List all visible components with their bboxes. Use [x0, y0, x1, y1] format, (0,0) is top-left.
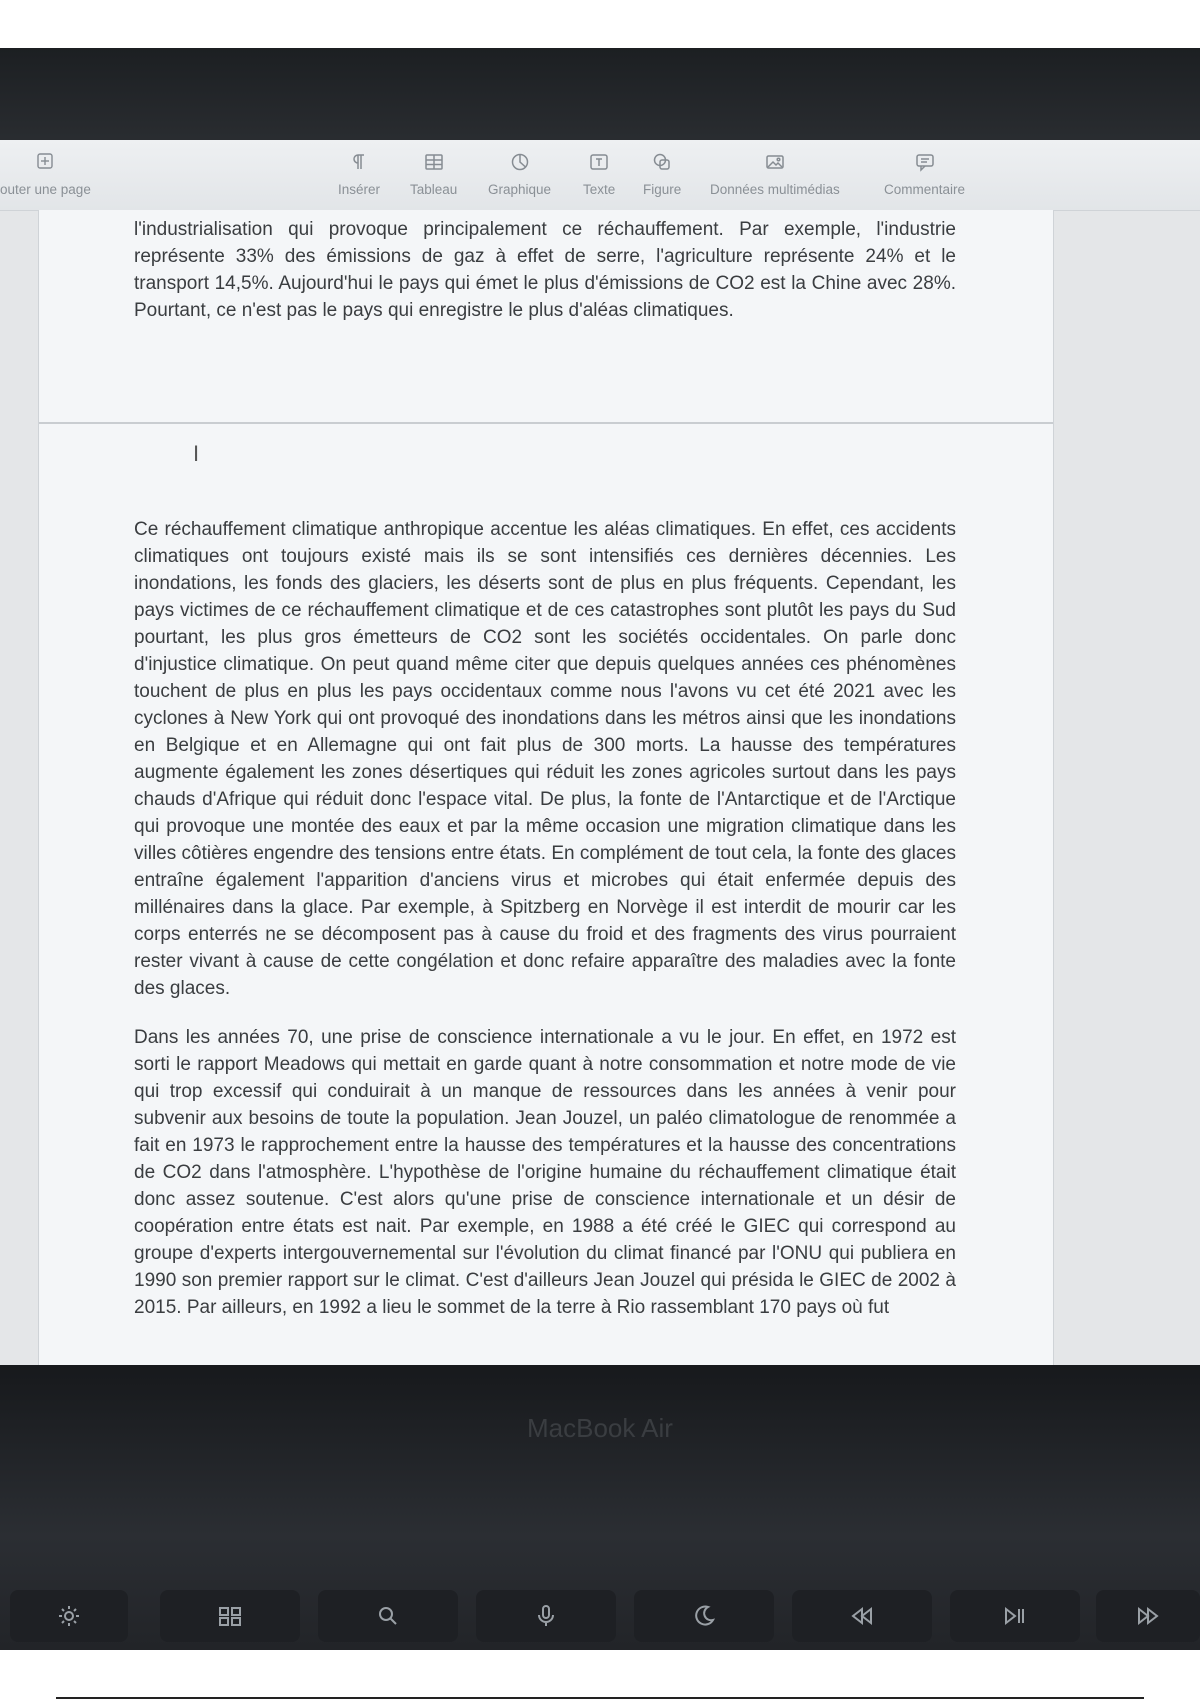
shape-icon — [650, 152, 674, 172]
textbox-icon — [587, 152, 611, 172]
paragraph-climate-hazards[interactable]: Ce réchauffement climatique anthropique accentue les aléas climatiques. En effet, ces accidents climatiques ont toujours existé mais ils se sont intensifiés ces dernières décennies. Les inondations, les fonds des glaciers, les déserts sont de plus en plus fréquents. Cependant, les pays victimes de ce réchauffement climatique et de ces catastrophes sont plutôt les pays du Sud pourtant, les plus gros émetteurs de CO2 sont les sociétés occidentales. On parle donc d'injustice climatique. On peut quand même citer que depuis quelques années ces phénomènes touchent de plus en plus les pays occidentaux comme nous l'avons vu cet été 2021 avec les cyclones à New York qui ont provoqué des inondations dans les métros ainsi que les inondations en Belgique et en Allemagne qui ont fait plus de 300 morts. La hausse des températures augmente également les zones désertiques qui réduit les zones agricoles surtout dans les pays chauds d'Afrique qui réduit donc l'espace vital. De plus, la fonte de l'Antarctique et de l'Arctique qui provoque une montée des eaux et par la même occasion une migration climatique dans les villes côtières engendre des tensions entre états. En complément de tout cela, la fonte des glaces entraîne également l'apparition d'anciens virus et microbes qui était enfermée depuis des millénaires dans la glace. Par exemple, à Spitzberg en Norvège il est interdit de mourir car les corps enterrés ne se décomposent pas à cause du froid et des fragments des virus pourraient rester vivant à cause de cette congélation et donc refaire apparaître des maladies avec la fonte des glaces. — [134, 519, 956, 999]
function-key-row — [0, 1590, 1200, 1650]
chart-button[interactable] — [488, 152, 551, 197]
paragraph-international-awareness[interactable]: Dans les années 70, une prise de conscience internationale a vu le jour. En effet, en 1972 est sorti le rapport Meadows qui mettait en garde quant à notre consommation et notre mode de vie qui trop excessif qui conduirait à un manque de ressources dans les années à venir pour subvenir aux besoins de toute la population. Jean Jouzel, un paléo climatologue de renommée a fait en 1973 le rapprochement entre la hausse des températures et la hausse des concentrations de CO2 dans l'atmosphère. L'hypothèse de l'origine humaine du réchauffement climatique était donc assez soutenue. C'est alors qu'une prise de conscience internationale et un désir de coopération entre états est nait. Par exemple, en 1988 a été créé le GIEC qui correspond au groupe d'experts intergouvernemental sur l'évolution du climat financé par l'ONU qui publiera en 1990 son premier rapport sur le climat. C'est d'ailleurs Jean Jouzel qui présida le GIEC de 2002 à 2015. Par ailleurs, en 1992 a lieu le sommet de la terre à Rio rassemblant 170 pays où fut — [134, 1027, 956, 1318]
shape-label: Figure — [643, 182, 682, 197]
add-page-label: outer une page — [0, 182, 91, 197]
do-not-disturb-key-icon[interactable] — [634, 1590, 774, 1642]
laptop-bezel-bottom — [0, 1365, 1200, 1650]
page-divider — [39, 422, 1053, 424]
table-label: Tableau — [410, 182, 458, 197]
brightness-key-icon[interactable] — [10, 1590, 128, 1642]
insert-button[interactable] — [338, 152, 380, 197]
comment-label: Commentaire — [884, 182, 966, 197]
spotlight-key-icon[interactable] — [318, 1590, 458, 1642]
comment-icon — [913, 152, 937, 172]
text-label: Texte — [583, 182, 616, 197]
comment-button[interactable] — [884, 152, 965, 197]
shape-button[interactable] — [643, 152, 681, 197]
fast-forward-key-icon[interactable] — [1096, 1590, 1200, 1642]
paragraph-industrialisation[interactable]: l'industrialisation qui provoque principalement ce réchauffement. Par exemple, l'industrie représente 33% des émissions de gaz à effet de serre, l'agriculture représente 24% et le transport 14,5%. Aujourd'hui le pays qui émet le plus d'émissions de CO2 est la Chine avec 28%. Pourtant, ce n'est pas le pays qui enregistre le plus d'aléas climatiques. — [134, 219, 956, 321]
brand-label: MacBook Air — [527, 1413, 673, 1443]
play-pause-key-icon[interactable] — [950, 1590, 1080, 1642]
add-page-icon — [36, 152, 54, 170]
media-label: Données multimédias — [710, 182, 840, 197]
text-cursor-icon: I — [193, 441, 200, 466]
chart-label: Graphique — [488, 182, 552, 197]
table-button[interactable] — [410, 152, 457, 197]
rewind-key-icon[interactable] — [792, 1590, 932, 1642]
paragraph-icon — [347, 152, 371, 172]
media-button[interactable] — [710, 152, 840, 197]
toolbar — [0, 140, 1200, 211]
document-canvas[interactable] — [38, 210, 1054, 1365]
text-button[interactable] — [583, 152, 615, 197]
photo-bottom-rule — [56, 1697, 1144, 1699]
table-icon — [422, 152, 446, 172]
insert-label: Insérer — [338, 182, 381, 197]
mission-control-key-icon[interactable] — [160, 1590, 300, 1642]
laptop-bezel-top — [0, 48, 1200, 145]
media-icon — [763, 152, 787, 172]
chart-icon — [508, 152, 532, 172]
pages-app-window — [0, 140, 1200, 1365]
dictation-key-icon[interactable] — [476, 1590, 616, 1642]
